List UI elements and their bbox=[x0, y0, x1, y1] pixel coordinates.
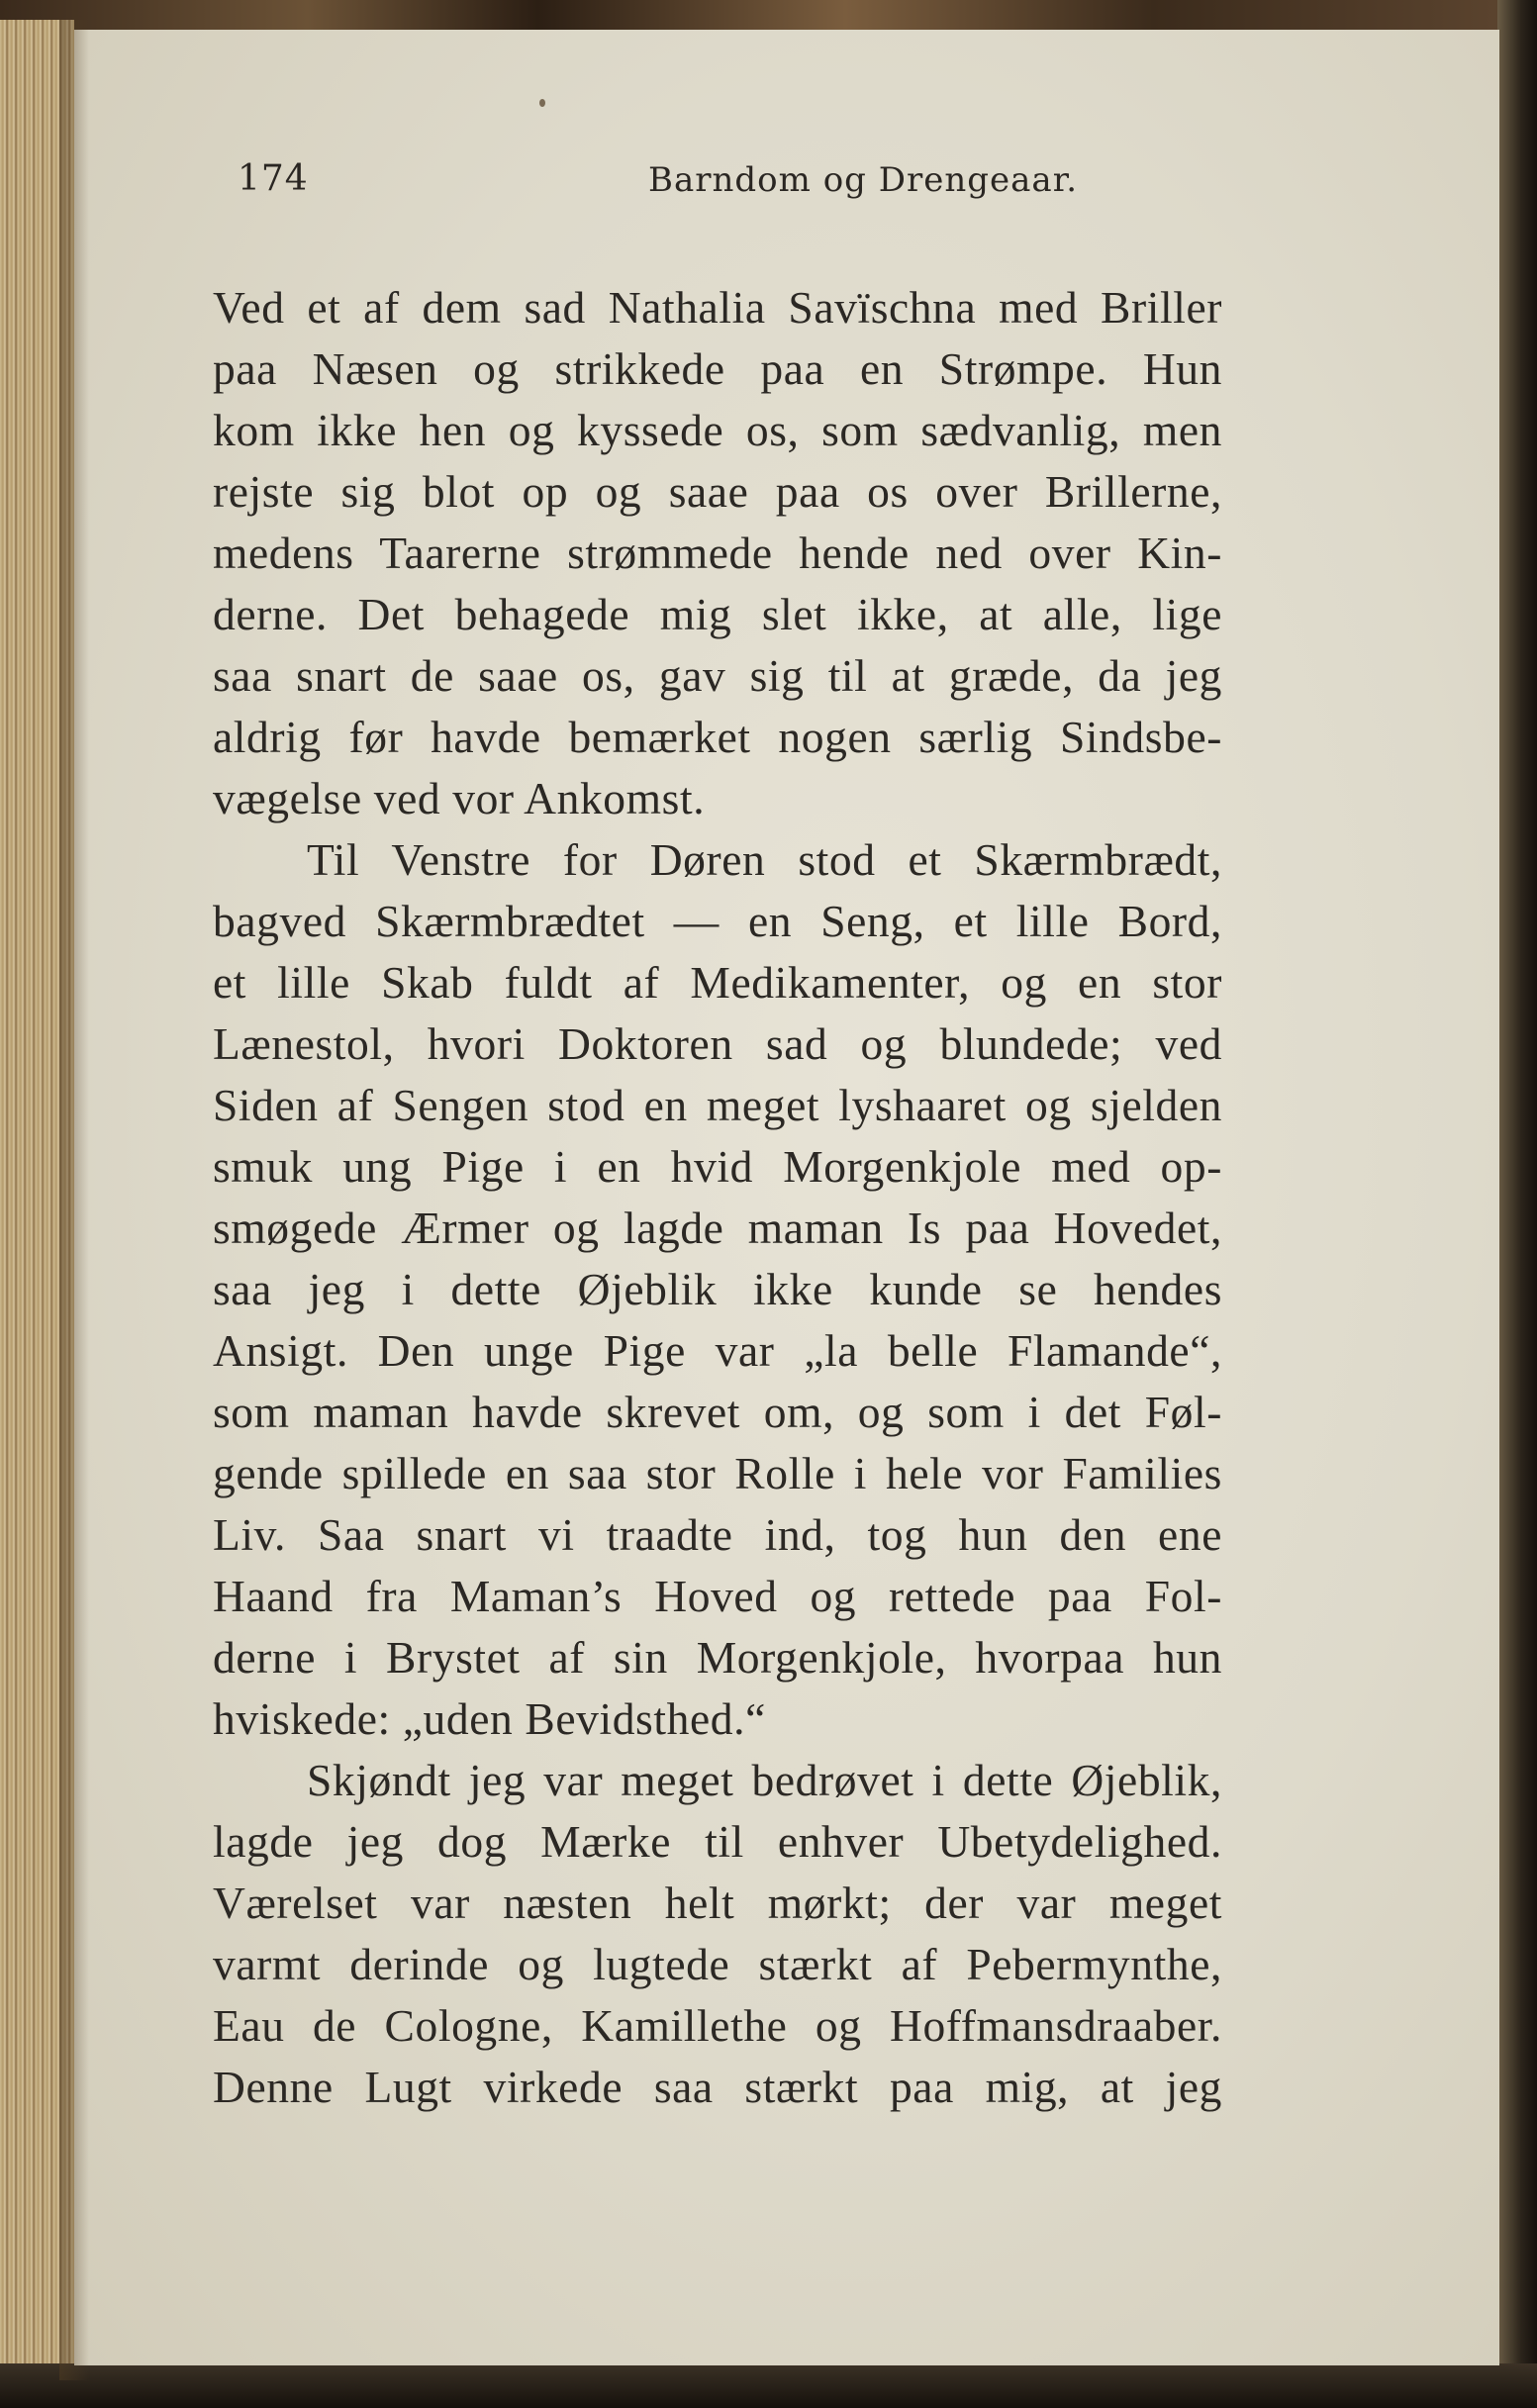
text-line: gende spillede en saa stor Rolle i hele vor Families bbox=[213, 1448, 1222, 1498]
text-line: derne i Brystet af sin Morgenkjole, hvorpaa hun bbox=[213, 1632, 1222, 1683]
text-line: Ved et af dem sad Nathalia Savïschna med Briller bbox=[213, 282, 1222, 333]
text-line: saa jeg i dette Øjeblik ikke kunde se hendes bbox=[213, 1264, 1222, 1314]
text-line: lagde jeg dog Mærke til enhver Ubetydelighed. bbox=[213, 1816, 1222, 1867]
text-line: paa Næsen og strikkede paa en Strømpe. Hun bbox=[213, 343, 1222, 394]
text-line: varmt derinde og lugtede stærkt af Pebermynthe, bbox=[213, 1939, 1222, 1989]
text-line: hviskede: „uden Bevidsthed.“ bbox=[213, 1693, 766, 1744]
text-line: Eau de Cologne, Kamillethe og Hoffmansdraaber. bbox=[213, 2000, 1222, 2051]
text-line: smuk ung Pige i en hvid Morgenkjole med op- bbox=[213, 1141, 1222, 1192]
text-line: Siden af Sengen stod en meget lyshaaret og sjelden bbox=[213, 1080, 1222, 1130]
damaged-top-edge bbox=[0, 0, 1537, 30]
text-line: rejste sig blot op og saae paa os over Brillerne, bbox=[213, 466, 1222, 517]
text-line: Denne Lugt virkede saa stærkt paa mig, at jeg bbox=[213, 2062, 1222, 2112]
text-line: Til Venstre for Døren stod et Skærmbrædt, bbox=[307, 834, 1222, 885]
running-title: Barndom og Drengeaar. bbox=[648, 160, 1079, 200]
text-line: Ansigt. Den unge Pige var „la belle Flamande“, bbox=[213, 1325, 1222, 1376]
text-line: Liv. Saa snart vi traadte ind, tog hun den ene bbox=[213, 1509, 1222, 1560]
text-line: aldrig før havde bemærket nogen særlig Sindsbe- bbox=[213, 712, 1222, 762]
body-text bbox=[213, 277, 1222, 2118]
scan-bottom-edge bbox=[0, 2363, 1537, 2408]
scan-right-edge bbox=[1497, 0, 1537, 2408]
text-line: Skjøndt jeg var meget bedrøvet i dette Øjeblik, bbox=[307, 1755, 1222, 1805]
text-line: vægelse ved vor Ankomst. bbox=[213, 773, 706, 823]
text-line: Lænestol, hvori Doktoren sad og blundede; ved bbox=[213, 1018, 1222, 1069]
text-line: Værelset var næsten helt mørkt; der var meget bbox=[213, 1878, 1222, 1928]
text-line: smøgede Ærmer og lagde maman Is paa Hovedet, bbox=[213, 1203, 1222, 1253]
page-number: 174 bbox=[238, 158, 309, 199]
text-line: bagved Skærmbrædtet — en Seng, et lille Bord, bbox=[213, 896, 1222, 946]
text-line: medens Taarerne strømmede hende ned over Kin- bbox=[213, 528, 1222, 578]
text-line: et lille Skab fuldt af Medikamenter, og en stor bbox=[213, 957, 1222, 1008]
text-line: kom ikke hen og kyssede os, som sædvanlig, men bbox=[213, 405, 1222, 455]
text-line: saa snart de saae os, gav sig til at græde, da jeg bbox=[213, 650, 1222, 701]
ink-speck bbox=[539, 99, 545, 107]
running-head bbox=[238, 158, 1237, 218]
text-line: Haand fra Maman’s Hoved og rettede paa Fol- bbox=[213, 1571, 1222, 1621]
text-line: derne. Det behagede mig slet ikke, at alle, lige bbox=[213, 589, 1222, 639]
binding-shadow bbox=[59, 20, 89, 2380]
text-line: som maman havde skrevet om, og som i det Føl- bbox=[213, 1387, 1222, 1437]
